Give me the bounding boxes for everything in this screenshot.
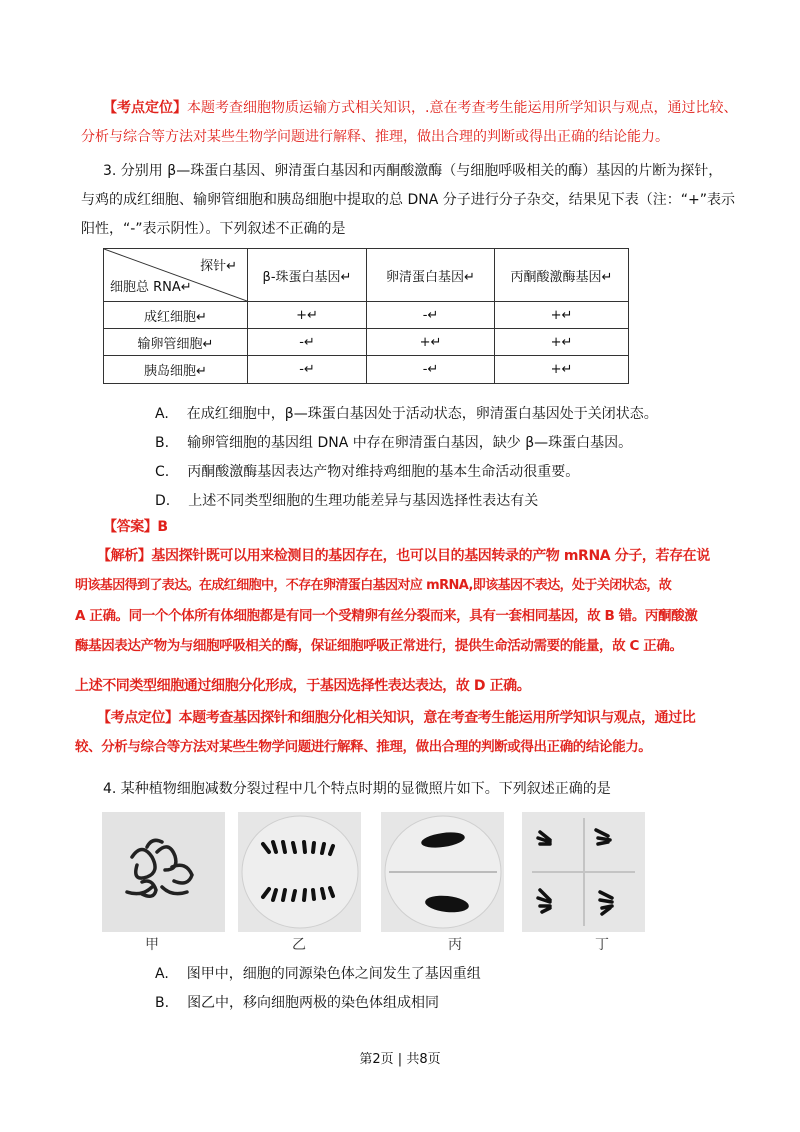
q3-stem-line2: 与鸡的成红细胞、输卵管细胞和胰岛细胞中提取的总 DNA 分子进行分子杂交，结果见下表（注：“+”表示: [81, 192, 735, 208]
column-header: 卵清蛋白基因↵: [367, 249, 495, 302]
row-label: 胰岛细胞↵: [104, 356, 248, 384]
option-text: 在成红细胞中，β—珠蛋白基因处于活动状态，卵清蛋白基因处于关闭状态。: [186, 406, 658, 422]
option-text: 输卵管细胞的基因组 DNA 中存在卵清蛋白基因，缺少 β—珠蛋白基因。: [187, 435, 633, 451]
table-cell: -↵: [248, 329, 367, 356]
micrograph-bing: [381, 812, 504, 932]
q2-point-line1: [103, 97, 737, 119]
option-text: 丙酮酸激酶基因表达产物对维持鸡细胞的基本生命活动很重要。: [187, 464, 580, 480]
q3-stem-line1: 3. 分别用 β—珠蛋白基因、卵清蛋白基因和丙酮酸激酶（与细胞呼吸相关的酶）基因的片断为探针，: [103, 163, 723, 179]
q3-option-b: [155, 432, 632, 454]
option-letter: A.: [155, 966, 169, 982]
option-letter: B.: [155, 995, 170, 1011]
table-cell: +↵: [495, 356, 629, 384]
option-letter: C.: [155, 464, 170, 480]
q3-option-d: [155, 490, 538, 512]
table-cell: +↵: [495, 302, 629, 329]
table-cell: +↵: [248, 302, 367, 329]
caption-bing: 丙: [448, 937, 462, 953]
header-probe-label: 探针↵: [200, 259, 237, 274]
table-cell: +↵: [367, 329, 495, 356]
chromosome-tangle-image: [102, 812, 225, 932]
option-text: 图甲中，细胞的同源染色体之间发生了基因重组: [186, 966, 481, 982]
column-header: 丙酮酸激酶基因↵: [495, 249, 629, 302]
table-cell: -↵: [367, 302, 495, 329]
option-letter: A.: [155, 406, 169, 422]
q3-analysis-line2: 明该基因得到了表达。在成红细胞中，不存在卵清蛋白基因对应 mRNA,即该基因不表达，处于关闭状态，故: [75, 578, 672, 593]
table-header-diagonal-cell: [104, 249, 248, 302]
q3-option-c: [155, 461, 579, 483]
option-letter: D.: [155, 493, 171, 509]
option-text: 上述不同类型细胞的生理功能差异与基因选择性表达有关: [188, 493, 539, 509]
table-cell: -↵: [248, 356, 367, 384]
q3-analysis-line3: A 正确。同一个个体所有体细胞都是有同一个受精卵有丝分裂而来，具有一套相同基因，故 B 错。丙酮酸激: [75, 608, 698, 624]
column-header: β-珠蛋白基因↵: [248, 249, 367, 302]
row-label: 成红细胞↵: [104, 302, 248, 329]
q3-analysis-line5: 上述不同类型细胞通过细胞分化形成，于基因选择性表达表达，故 D 正确。: [75, 678, 531, 694]
q3-point-line2: 较、分析与综合等方法对某些生物学问题进行解释、推理，做出合理的判断或得出正确的结论能力。: [75, 739, 652, 755]
q2-point-tag: 【考点定位】: [103, 100, 187, 116]
caption-jia: 甲: [145, 937, 159, 953]
probe-table: [103, 248, 629, 384]
q2-point-text: 本题考查细胞物质运输方式相关知识，.意在考查考生能运用所学知识与观点，通过比较、: [187, 100, 738, 116]
table-row: [104, 356, 629, 384]
q4-option-a: [155, 963, 481, 985]
page-footer: 第2页 | 共8页: [359, 1052, 441, 1067]
option-text: 图乙中，移向细胞两极的染色体组成相同: [187, 995, 440, 1011]
q3-answer: 【答案】B: [103, 519, 168, 535]
table-cell: -↵: [367, 356, 495, 384]
q4-option-b: [155, 992, 439, 1014]
caption-yi: 乙: [292, 937, 306, 953]
q2-point-line2: 分析与综合等方法对某些生物学问题进行解释、推理，做出合理的判断或得出正确的结论能力。: [81, 129, 669, 145]
q3-analysis-line4: 酶基因表达产物为与细胞呼吸相关的酶，保证细胞呼吸正常进行，提供生命活动需要的能量，故 C 正确。: [75, 638, 683, 654]
q3-analysis-line1: 【解析】基因探针既可以用来检测目的基因存在，也可以目的基因转录的产物 mRNA 分子，若存在说: [97, 548, 710, 564]
header-rna-label: 细胞总 RNA↵: [110, 280, 192, 295]
telophase-image: [381, 812, 504, 932]
q3-point-line1: 【考点定位】本题考查基因探针和细胞分化相关知识，意在考查考生能运用所学知识与观点，通过比: [97, 710, 696, 726]
micrograph-jia: [102, 812, 225, 932]
anaphase-image: [238, 812, 361, 932]
q4-stem: 4. 某种植物细胞减数分裂过程中几个特点时期的显微照片如下。下列叙述正确的是: [103, 781, 611, 797]
table-cell: +↵: [495, 329, 629, 356]
q3-stem-line3: 阳性，“-”表示阴性）。下列叙述不正确的是: [81, 221, 346, 237]
micrograph-ding: [522, 812, 645, 932]
table-row: [104, 302, 629, 329]
table-row: [104, 329, 629, 356]
micrograph-yi: [238, 812, 361, 932]
row-label: 输卵管细胞↵: [104, 329, 248, 356]
caption-ding: 丁: [595, 937, 609, 953]
option-letter: B.: [155, 435, 170, 451]
q3-option-a: [155, 403, 658, 425]
four-poles-image: [522, 812, 645, 932]
